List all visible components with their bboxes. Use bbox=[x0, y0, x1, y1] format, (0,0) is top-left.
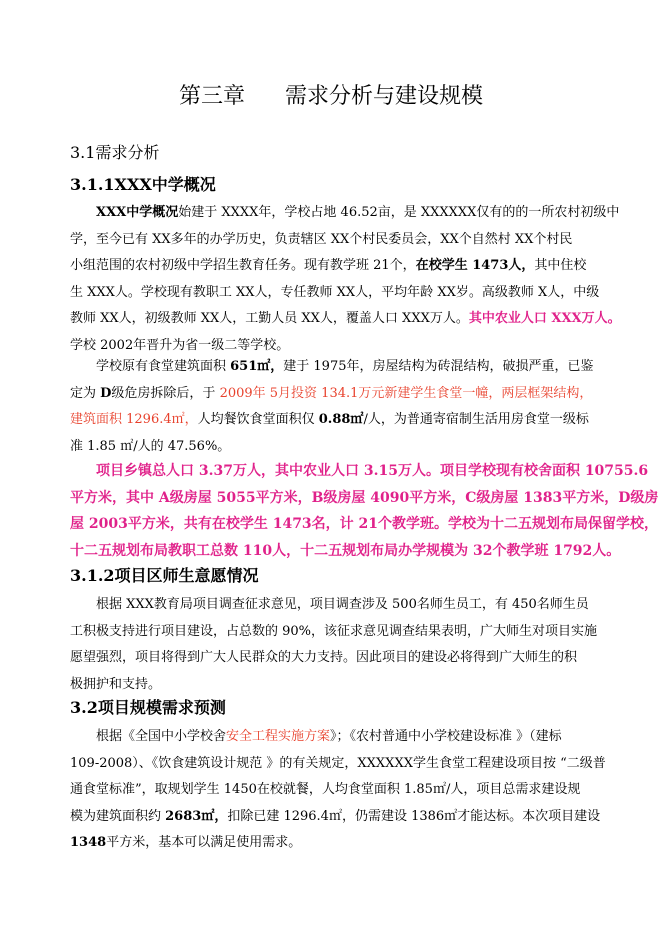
paragraph-scale-forecast: 根据《全国中小学校舍安全工程实施方案》；《农村普通中小学校建设标准 》（建标 109-2008）、《饮食建筑设计规范 》的有关规定，XXXXXX学生食堂工程建设项目按 “二级普 通食堂标准”，取规划学生 1450在校就餐，人均食堂面积 1.85㎡/人，项目总需求建设规 模为建筑面积约 2683㎡，扣除已建 1296.4㎡，仍需建设 1386㎡才能达标。本次项目建设 1348平方米，基本可以满足使用需求。 bbox=[70, 729, 606, 850]
safety-project-link-text: 安全工程实施方案 bbox=[226, 729, 331, 744]
school-overview-lead: XXX中学概况 bbox=[96, 205, 179, 220]
section-heading-3-2: 3.2项目规模需求预测 bbox=[70, 698, 226, 717]
investment-highlight: 2009年 5月投资 134.1万元新建学生食堂一幢，两层框架结构， bbox=[219, 385, 593, 401]
chapter-title bbox=[0, 82, 662, 112]
paragraph-project-summary-highlight: 项目乡镇总人口 3.37万人，其中农业人口 3.15万人。项目学校现有校舍面积 10755.6 平方米，其中 A级房屋 5055平方米，B级房屋 4090平方米，C级房屋 1383平方米，D级房 屋 2003平方米，共有在校学生 1473名，计 21个教学班。学校为十二五规划布局保留学校， 十二五规划布局教职工总数 110人，十二五规划布局办学规模为 32个教学班 1792人。 bbox=[70, 463, 659, 559]
paragraph-canteen-status: 学校原有食堂建筑面积 651㎡，建于 1975年，房屋结构为砖混结构，破损严重，已鉴 定为 D级危房拆除后，于 2009年 5月投资 134.1万元新建学生食堂一幢，两层框架结构， 建筑面积 1296.4㎡，人均餐饮食堂面积仅 0.88㎡/人，为普通寄宿制生活用房食堂一级标 准 1.85 ㎡/人的 47.56%。 bbox=[70, 359, 594, 454]
section-heading-3-1-1: 3.1.1XXX中学概况 bbox=[70, 175, 216, 194]
chapter-name: 需求分析与建设规模 bbox=[285, 84, 484, 109]
section-heading-3-1: 3.1需求分析 bbox=[70, 143, 160, 162]
paragraph-willingness: 根据 XXX教育局项目调查征求意见，项目调查涉及 500名师生员工，有 450名师生员 工积极支持进行项目建设，占总数的 90%，该征求意见调查结果表明，广大师生对项目实施 愿望强烈，项目将得到广大人民群众的大力支持。因此项目的建设必将得到广大师生的积 极拥护和支持。 bbox=[70, 597, 598, 692]
paragraph-school-overview: XXX中学概况始建于 XXXX年，学校占地 46.52亩，是 XXXXXX仅有的的一所农村初级中 学，至今已有 XX多年的办学历史，负责辖区 XX个村民委员会，XX个自然村 XX个村民 小组范围的农村初级中学招生教育任务。现有教学班 21个，在校学生 1473人，其中住校 生 XXX人。学校现有教职工 XX人，专任教师 XX人，平均年龄 XX岁。高级教师 X人，中级 教师 XX人，初级教师 XX人，工勤人员 XX人，覆盖人口 XXX万人。其中农业人口 XXX万人。 学校 2002年晋升为省一级二等学校。 bbox=[70, 205, 621, 353]
agricultural-population-highlight: 其中农业人口 XXX万人。 bbox=[468, 311, 621, 326]
chapter-number: 第三章 bbox=[178, 84, 245, 109]
section-heading-3-1-2: 3.1.2项目区师生意愿情况 bbox=[70, 566, 259, 585]
